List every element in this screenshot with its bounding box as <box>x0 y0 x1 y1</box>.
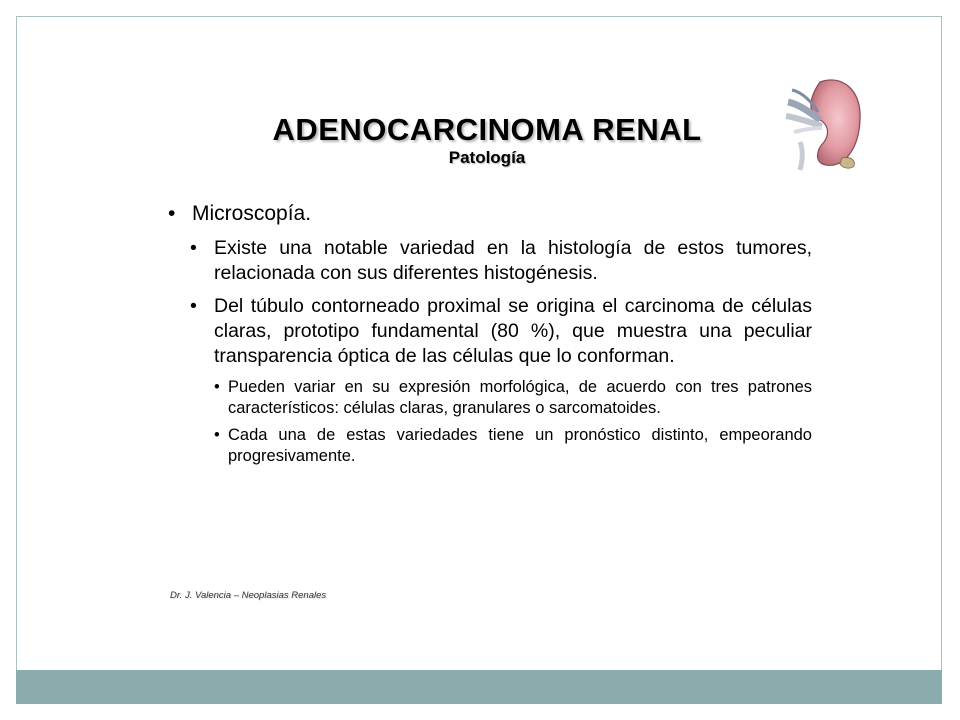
bullet-text: Microscopía. <box>192 202 312 225</box>
bullet-text: Cada una de estas variedades tiene un pronóstico distinto, empeorando progresivamente. <box>228 426 812 465</box>
title-block <box>160 112 814 168</box>
footer-bar <box>16 670 942 704</box>
bullet-level2 <box>190 294 812 369</box>
slide-title: ADENOCARCINOMA RENAL <box>272 112 702 147</box>
bullet-level3 <box>214 377 812 419</box>
bullet-level3 <box>214 425 812 467</box>
bullet-level1 <box>168 200 812 228</box>
bullet-icon: • <box>214 378 220 396</box>
bullet-icon: • <box>214 426 220 444</box>
bullet-level2 <box>190 236 812 286</box>
bullet-icon: • <box>168 202 176 225</box>
bullet-icon: • <box>190 237 197 259</box>
slide-subtitle: Patología <box>448 148 526 167</box>
bullet-text: Existe una notable variedad en la histología de estos tumores, relacionada con sus diferentes histogénesis. <box>214 237 812 284</box>
bullet-text: Pueden variar en su expresión morfológica, de acuerdo con tres patrones característicos: células claras, granulares o sarcomatoides. <box>228 378 812 417</box>
bullet-text: Del túbulo contorneado proximal se origina el carcinoma de células claras, prototipo fundamental (80 %), que muestra una peculiar transparencia óptica de las células que lo conforman. <box>214 295 812 367</box>
bullet-icon: • <box>190 295 197 317</box>
slide-content <box>168 200 812 473</box>
slide-credit: Dr. J. Valencia – Neoplasias Renales <box>170 590 327 601</box>
